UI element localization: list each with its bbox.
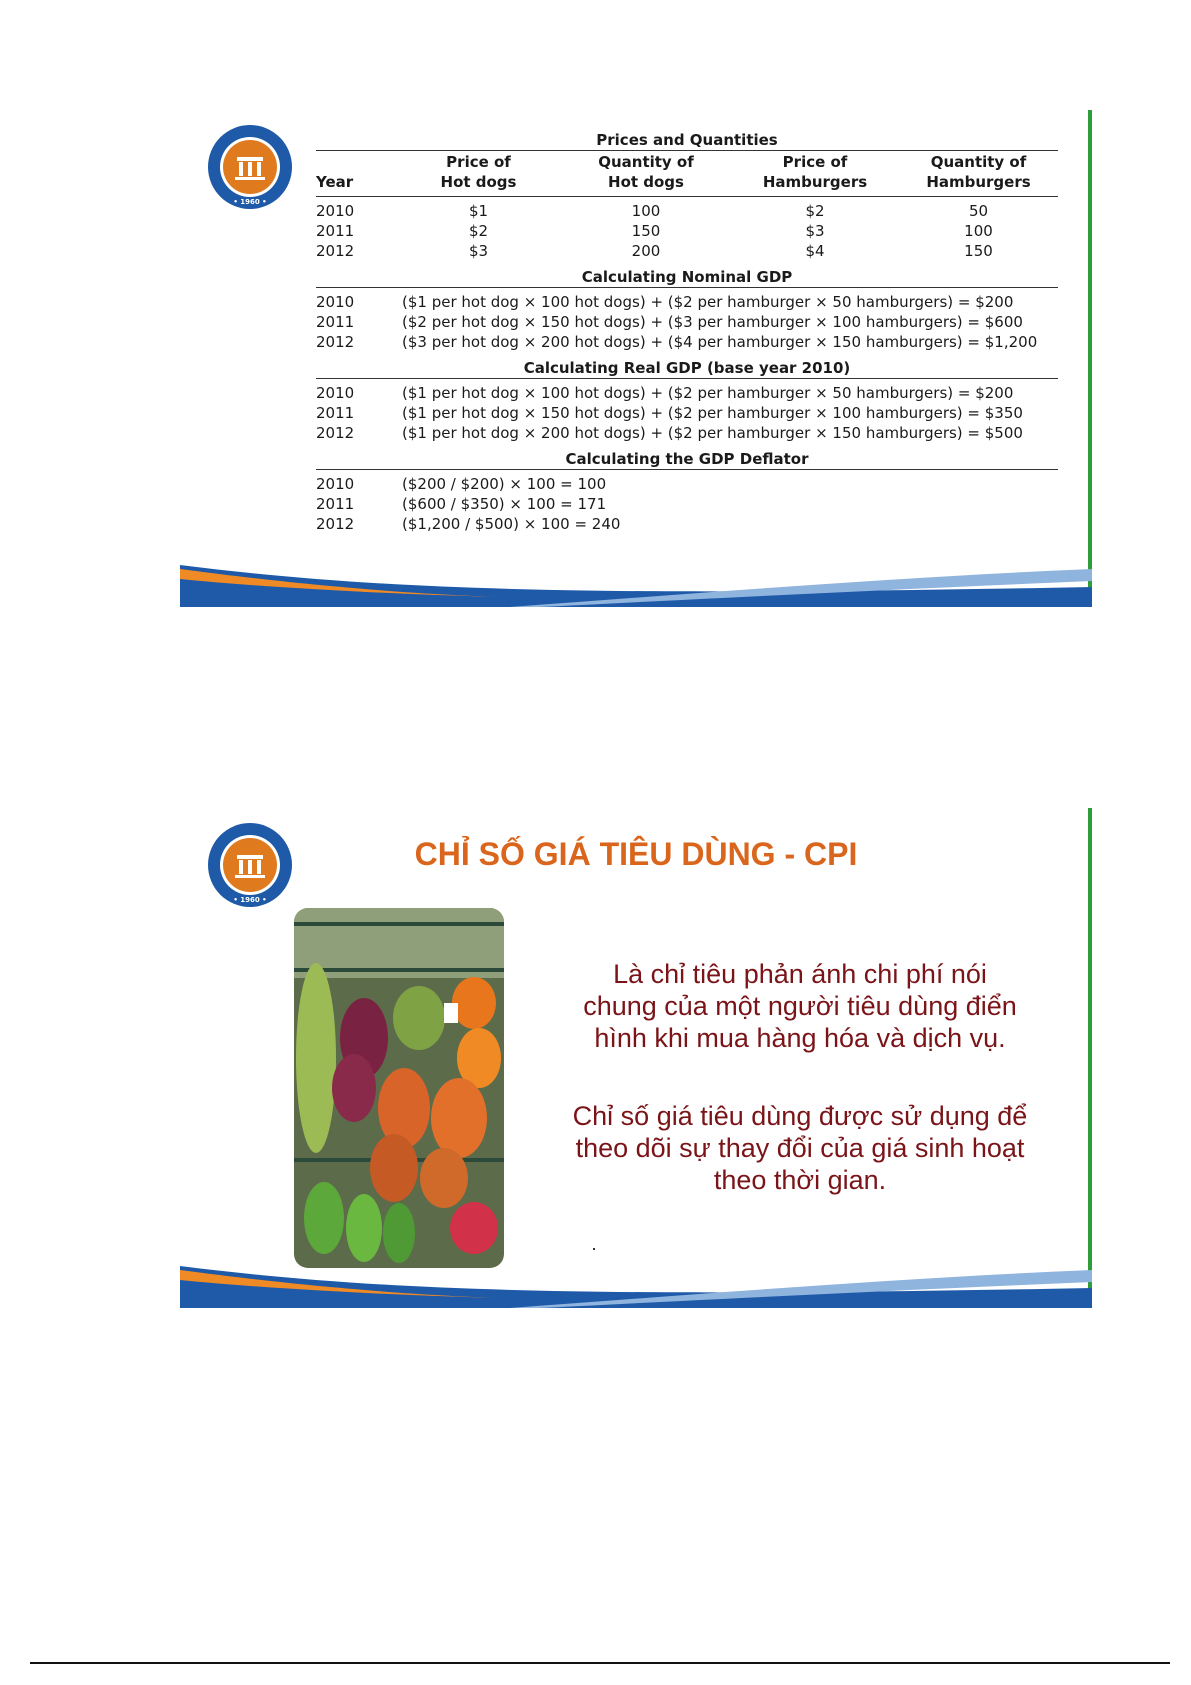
- deflator-row: 2012 ($1,200 / $500) × 100 = 240: [316, 515, 621, 533]
- real-row: 2011 ($1 per hot dog × 150 hot dogs) + ($2 per hamburger × 100 hamburgers) = $350: [316, 404, 1023, 422]
- svg-text:• 1960 •: • 1960 •: [233, 896, 267, 904]
- cpi-definition-text: Là chỉ tiêu phản ánh chi phí nói chung của một người tiêu dùng điển hình khi mua hàng hóa và dịch vụ.: [583, 959, 1017, 1053]
- produce-photo: [294, 908, 504, 1268]
- nominal-row: 2011 ($2 per hot dog × 150 hot dogs) + ($3 per hamburger × 100 hamburgers) = $600: [316, 313, 1023, 331]
- deflator-title: Calculating the GDP Deflator: [565, 450, 809, 468]
- table-header: [316, 151, 1058, 197]
- header-qty-hotdogs: Quantity of Hot dogs: [598, 153, 694, 191]
- nominal-gdp-title: Calculating Nominal GDP: [581, 268, 793, 286]
- cpi-title: CHỈ SỐ GIÁ TIÊU DÙNG - CPI: [414, 836, 858, 872]
- svg-text:• 1960 •: • 1960 •: [233, 198, 267, 206]
- footer-waves: [180, 535, 1092, 607]
- cpi-slide: [180, 808, 1092, 1308]
- deflator-row: 2011 ($600 / $350) × 100 = 171: [316, 495, 607, 513]
- deflator-row: 2010 ($200 / $200) × 100 = 100: [316, 475, 607, 493]
- table-row: 2011 $2 150 $3 100: [316, 222, 993, 240]
- header-price-hamburgers: Price of Hamburgers: [762, 153, 868, 191]
- gdp-slide: [180, 110, 1092, 607]
- right-accent-bar: [1088, 808, 1092, 1308]
- footer-waves: [180, 1236, 1092, 1308]
- table-row: 2010 $1 100 $2 50: [316, 202, 989, 220]
- real-row: 2010 ($1 per hot dog × 100 hot dogs) + ($2 per hamburger × 50 hamburgers) = $200: [316, 384, 1014, 402]
- header-year: Year: [316, 173, 354, 191]
- real-row: 2012 ($1 per hot dog × 200 hot dogs) + ($2 per hamburger × 150 hamburgers) = $500: [316, 424, 1023, 442]
- page-bottom-line: [30, 1662, 1170, 1664]
- cpi-usage-text: Chỉ số giá tiêu dùng được sử dụng để theo dõi sự thay đổi của giá sinh hoạt theo thời gian.: [572, 1101, 1028, 1195]
- gdp-table: [316, 130, 1058, 540]
- nominal-row: 2012 ($3 per hot dog × 200 hot dogs) + ($4 per hamburger × 150 hamburgers) = $1,200: [316, 333, 1038, 351]
- table-row: 2012 $3 200 $4 150: [316, 242, 993, 260]
- right-accent-bar: [1088, 110, 1092, 607]
- prices-title: Prices and Quantities: [596, 131, 778, 149]
- nominal-row: 2010 ($1 per hot dog × 100 hot dogs) + ($2 per hamburger × 50 hamburgers) = $200: [316, 293, 1014, 311]
- university-logo: [207, 124, 293, 210]
- header-price-hotdogs: Price of Hot dogs: [440, 153, 517, 191]
- header-qty-hamburgers: Quantity of Hamburgers: [926, 153, 1031, 191]
- real-gdp-title: Calculating Real GDP (base year 2010): [523, 359, 851, 377]
